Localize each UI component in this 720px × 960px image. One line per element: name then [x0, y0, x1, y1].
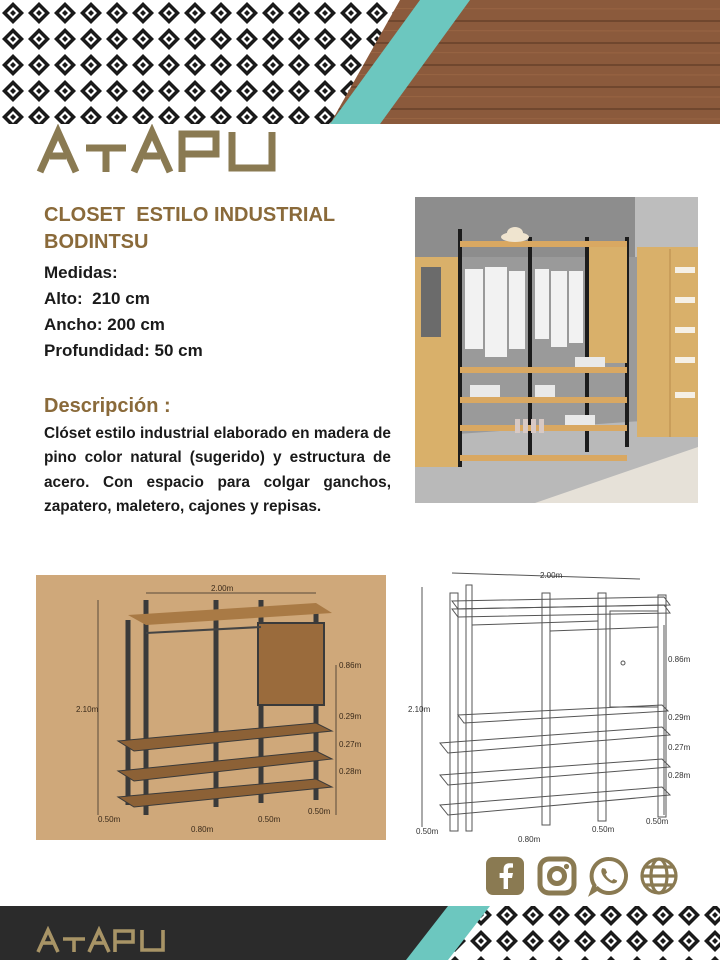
render-dim-d2: 0.29m — [339, 712, 362, 721]
render-drawing — [36, 575, 386, 840]
width-value: Ancho: 200 cm — [44, 315, 165, 334]
measures-label: Medidas: — [44, 263, 118, 282]
height-value: Alto: 210 cm — [44, 289, 150, 308]
atapu-logo — [36, 124, 286, 176]
render-dim-d3: 0.27m — [339, 740, 362, 749]
line-dim-d1: 0.86m — [668, 655, 691, 664]
atapu-footer-logo — [36, 926, 171, 954]
globe-icon[interactable] — [638, 855, 680, 897]
line-dim-depth: 0.50m — [416, 827, 439, 836]
line-dim-d4: 0.28m — [668, 771, 691, 780]
measures-block — [44, 260, 384, 364]
render-dim-d1: 0.86m — [339, 661, 362, 670]
render-dim-depth: 0.50m — [98, 815, 121, 824]
line-dim-bottom-mid2: 0.50m — [592, 825, 615, 834]
description-heading: Descripción : — [44, 395, 171, 417]
render-dim-height: 2.10m — [76, 705, 99, 714]
render-dim-bottom-right: 0.50m — [308, 807, 331, 816]
lineart-drawing — [400, 565, 700, 845]
instagram-icon[interactable] — [536, 855, 578, 897]
line-dim-bottom-mid: 0.80m — [518, 835, 541, 844]
geometric-pattern — [0, 0, 720, 124]
top-banner — [0, 0, 720, 124]
line-dim-d2: 0.29m — [668, 713, 691, 722]
line-dim-width: 2.00m — [540, 571, 563, 580]
render-dim-width: 2.00m — [211, 584, 234, 593]
render-dim-bottom-mid: 0.80m — [191, 825, 214, 834]
facebook-icon[interactable] — [484, 855, 526, 897]
product-title: CLOSET ESTILO INDUSTRIAL BODINTSU — [44, 204, 336, 253]
description-text: Clóset estilo industrial elaborado en madera de pino color natural (sugerido) y estructura de acero. Con espacio para colgar ganchos, zapatero, maletero, cajones y repisas. — [44, 425, 391, 516]
render-dim-bottom-mid2: 0.50m — [258, 815, 281, 824]
line-dim-d3: 0.27m — [668, 743, 691, 752]
whatsapp-icon[interactable] — [588, 855, 630, 897]
render-dim-d4: 0.28m — [339, 767, 362, 776]
depth-value: Profundidad: 50 cm — [44, 341, 203, 360]
product-photo — [415, 197, 698, 503]
line-dim-height: 2.10m — [408, 705, 431, 714]
line-dim-bottom-right: 0.50m — [646, 817, 669, 826]
